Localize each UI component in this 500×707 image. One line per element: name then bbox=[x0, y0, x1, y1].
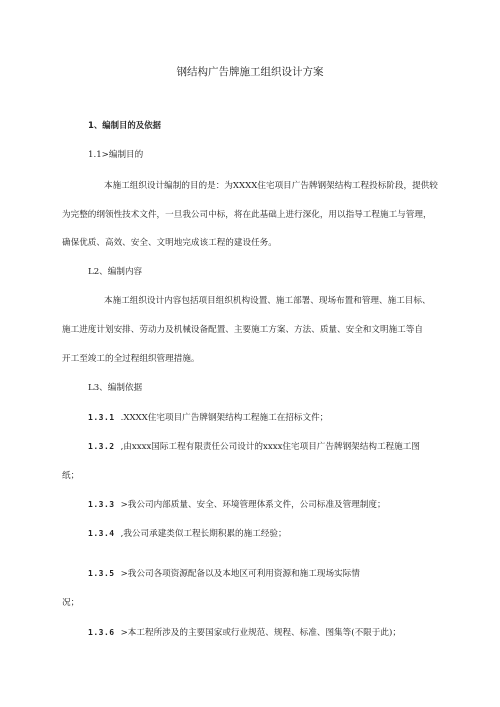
paragraph-line: 本施工组织设计内容包括项目组织机构设置、施工部署、现场布置和管理、施工目标、 bbox=[104, 296, 431, 306]
paragraph-line: 为完整的纲领性技术文件，一旦我公司中标，将在此基础上进行深化，用以指导工程施工与管理， bbox=[62, 210, 432, 220]
item-number: 1.3.5 bbox=[88, 569, 115, 578]
item-number: 1.3.4 bbox=[88, 529, 115, 538]
section-heading-1-2: L2、编制内容 bbox=[88, 267, 143, 277]
paragraph-line: 纸； bbox=[62, 471, 80, 481]
item-text: >本工程所涉及的主要国家或行业规范、规程、标准、图集等(不限于此)； bbox=[120, 628, 401, 638]
section-heading-1: 1、编制目的及依据 bbox=[88, 120, 161, 130]
section-heading-1-1: 1.1>编制目的 bbox=[88, 150, 144, 160]
item-text: ,由xxxx国际工程有限责任公司设计的xxxx住宅项目广告牌钢架结构工程施工图 bbox=[120, 442, 420, 452]
paragraph-line: 施工进度计划安排、劳动力及机械设备配置、主要施工方案、方法、质量、安全和文明施工等自 bbox=[62, 325, 423, 335]
paragraph-line: 况； bbox=[62, 598, 80, 608]
document-title: 钢结构广告牌施工组织设计方案 bbox=[176, 66, 324, 78]
item-number: 1.3.3 bbox=[88, 500, 115, 509]
section-heading-1-3: L3、编制依据 bbox=[88, 383, 143, 393]
list-item bbox=[88, 568, 360, 580]
list-item bbox=[88, 627, 401, 639]
list-item bbox=[88, 412, 328, 424]
list-item bbox=[88, 528, 287, 540]
paragraph-line: 开工至竣工的全过程组织管理措施。 bbox=[62, 354, 200, 364]
list-item bbox=[88, 499, 386, 511]
item-number: 1.3.1 bbox=[88, 413, 115, 422]
list-item bbox=[88, 441, 420, 453]
item-text: >我公司各项资源配备以及本地区可利用资源和施工现场实际情 bbox=[120, 569, 360, 579]
item-number: 1.3.6 bbox=[88, 628, 115, 637]
item-text: ,我公司承建类似工程长期积累的施工经验； bbox=[120, 529, 287, 539]
item-number: 1.3.2 bbox=[88, 442, 115, 451]
paragraph-line: 本施工组织设计编制的目的是：为XXXX住宅项目广告牌钢架结构工程投标阶段，提供较 bbox=[104, 181, 438, 191]
item-text: >我公司内部质量、安全、环境管理体系文件，公司标准及管理制度； bbox=[120, 500, 386, 510]
item-text: .XXXX住宅项目广告牌钢架结构工程施工在招标文件； bbox=[120, 413, 329, 423]
paragraph-line: 确保优质、高效、安全、文明地完成该工程的建设任务。 bbox=[62, 238, 277, 248]
